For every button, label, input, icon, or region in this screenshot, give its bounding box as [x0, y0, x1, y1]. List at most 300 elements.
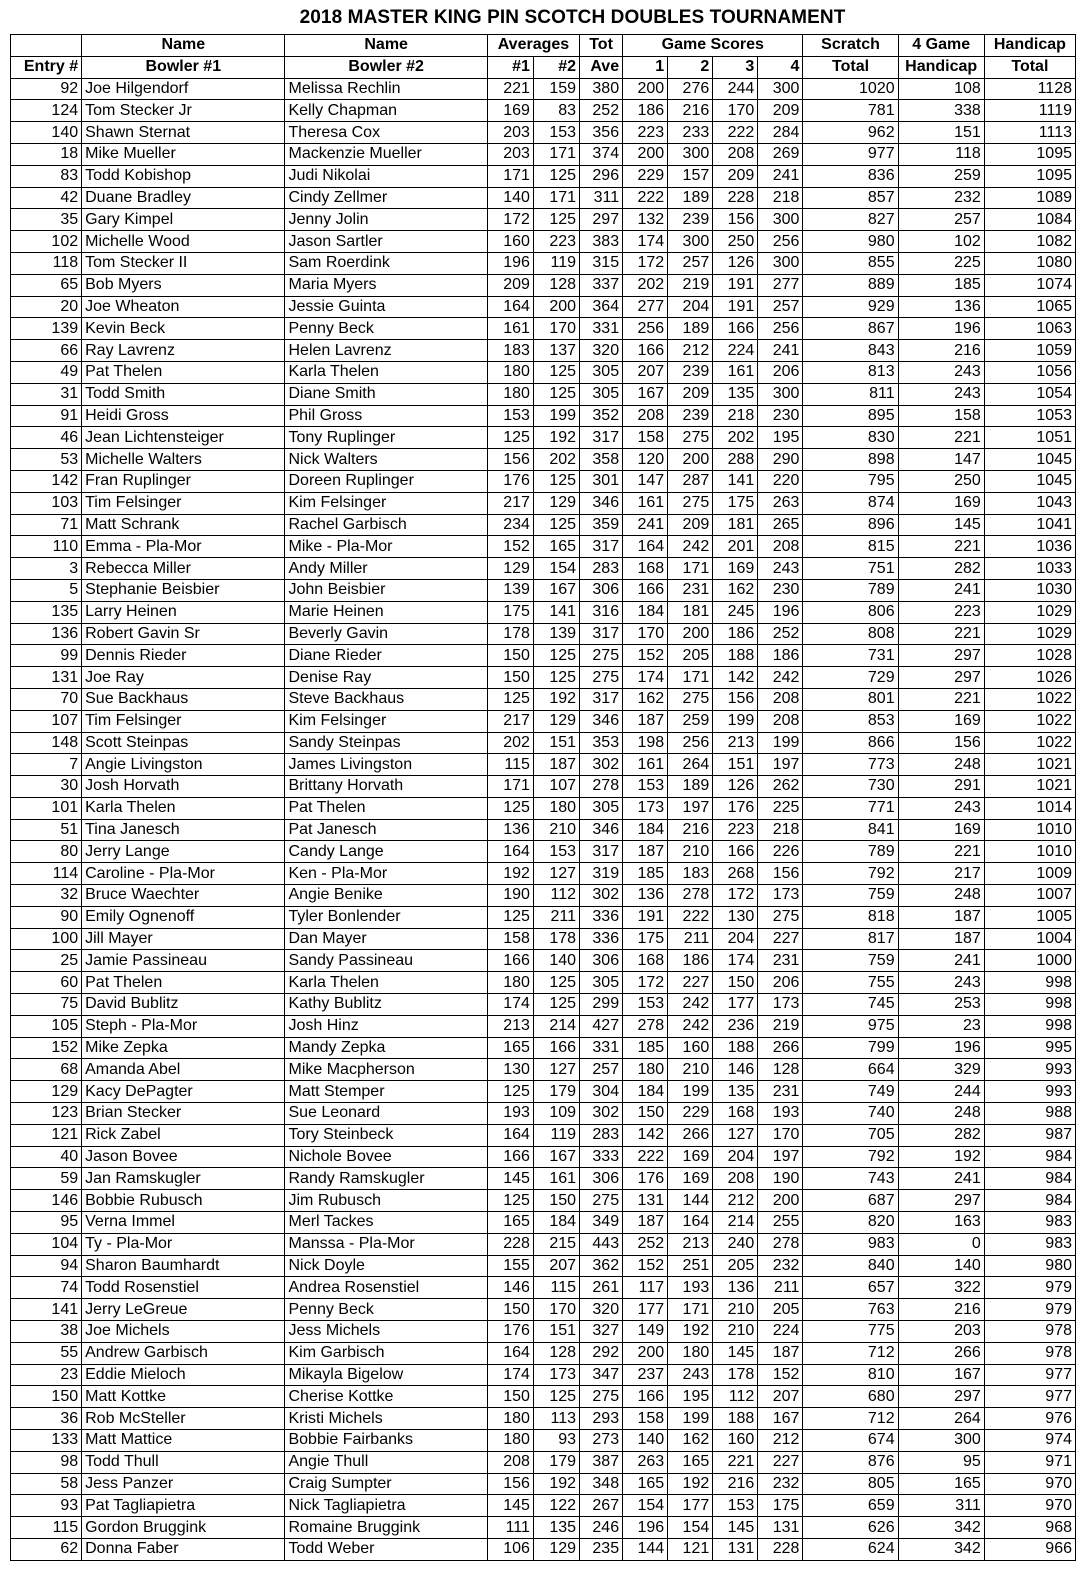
- four-game-handicap-cell: 241: [898, 579, 984, 601]
- game4-cell: 208: [758, 688, 803, 710]
- game4-cell: 199: [758, 732, 803, 754]
- tot-ave-cell: 301: [580, 470, 623, 492]
- bowler2-cell: Helen Lavrenz: [285, 340, 487, 362]
- game4-cell: 252: [758, 623, 803, 645]
- handicap-total-cell: 1005: [984, 906, 1075, 928]
- game2-cell: 154: [668, 1517, 713, 1539]
- game3-cell: 166: [713, 318, 758, 340]
- avg1-cell: 125: [487, 427, 533, 449]
- game3-cell: 209: [713, 165, 758, 187]
- game1-cell: 185: [623, 863, 668, 885]
- game4-cell: 209: [758, 100, 803, 122]
- game2-cell: 266: [668, 1124, 713, 1146]
- four-game-handicap-cell: 23: [898, 1015, 984, 1037]
- game3-cell: 202: [713, 427, 758, 449]
- scratch-total-cell: 626: [803, 1517, 898, 1539]
- game1-cell: 198: [623, 732, 668, 754]
- bowler1-cell: Ray Lavrenz: [82, 340, 285, 362]
- four-game-handicap-cell: 243: [898, 383, 984, 405]
- game2-cell: 227: [668, 972, 713, 994]
- game1-cell: 162: [623, 688, 668, 710]
- game4-cell: 256: [758, 318, 803, 340]
- handicap-total-cell: 1026: [984, 667, 1075, 689]
- game3-cell: 127: [713, 1124, 758, 1146]
- entry-cell: 23: [11, 1364, 82, 1386]
- game1-cell: 136: [623, 885, 668, 907]
- avg1-cell: 174: [487, 994, 533, 1016]
- scratch-total-cell: 806: [803, 601, 898, 623]
- scratch-total-cell: 867: [803, 318, 898, 340]
- handicap-total-cell: 974: [984, 1430, 1075, 1452]
- handicap-total-cell: 983: [984, 1233, 1075, 1255]
- avg2-cell: 135: [533, 1517, 579, 1539]
- tot-ave-cell: 297: [580, 209, 623, 231]
- scratch-total-cell: 624: [803, 1538, 898, 1560]
- table-row: [11, 732, 1076, 754]
- scratch-total-cell: 818: [803, 906, 898, 928]
- bowler1-cell: Emily Ognenoff: [82, 906, 285, 928]
- avg1-cell: 217: [487, 492, 533, 514]
- game3-cell: 208: [713, 143, 758, 165]
- avg2-cell: 165: [533, 536, 579, 558]
- scratch-total-cell: 705: [803, 1124, 898, 1146]
- avg1-cell: 166: [487, 1146, 533, 1168]
- game1-cell: 164: [623, 536, 668, 558]
- entry-cell: 70: [11, 688, 82, 710]
- entry-cell: 5: [11, 579, 82, 601]
- game1-cell: 167: [623, 383, 668, 405]
- four-game-handicap-cell: 322: [898, 1277, 984, 1299]
- bowler1-cell: Mike Mueller: [82, 143, 285, 165]
- avg2-cell: 154: [533, 558, 579, 580]
- game1-cell: 166: [623, 1386, 668, 1408]
- tot-ave-cell: 275: [580, 1386, 623, 1408]
- bowler1-cell: Verna Immel: [82, 1212, 285, 1234]
- handicap-total-cell: 1036: [984, 536, 1075, 558]
- four-game-handicap-cell: 158: [898, 405, 984, 427]
- table-row: [11, 1277, 1076, 1299]
- game2-cell: 210: [668, 841, 713, 863]
- bowler1-cell: Tom Stecker II: [82, 252, 285, 274]
- bowler1-cell: Kacy DePagter: [82, 1081, 285, 1103]
- tot-ave-cell: 346: [580, 492, 623, 514]
- avg1-cell: 213: [487, 1015, 533, 1037]
- four-game-handicap-cell: 266: [898, 1342, 984, 1364]
- game2-cell: 275: [668, 688, 713, 710]
- bowler2-cell: Penny Beck: [285, 318, 487, 340]
- entry-cell: 100: [11, 928, 82, 950]
- handicap-total-cell: 970: [984, 1473, 1075, 1495]
- bowler2-cell: Mackenzie Mueller: [285, 143, 487, 165]
- results-table: [10, 34, 1076, 1561]
- table-row: [11, 1037, 1076, 1059]
- bowler1-cell: Rob McSteller: [82, 1408, 285, 1430]
- handicap-total-cell: 1007: [984, 885, 1075, 907]
- game3-cell: 208: [713, 1168, 758, 1190]
- game4-cell: 195: [758, 427, 803, 449]
- scratch-total-cell: 712: [803, 1408, 898, 1430]
- handicap-total-cell: 1045: [984, 449, 1075, 471]
- game3-cell: 222: [713, 122, 758, 144]
- avg1-cell: 176: [487, 1321, 533, 1343]
- avg2-cell: 153: [533, 122, 579, 144]
- avg1-cell: 209: [487, 274, 533, 296]
- four-game-handicap-cell: 221: [898, 536, 984, 558]
- entry-cell: 59: [11, 1168, 82, 1190]
- game4-cell: 227: [758, 928, 803, 950]
- game2-cell: 169: [668, 1146, 713, 1168]
- four-game-handicap-cell: 264: [898, 1408, 984, 1430]
- handicap-total-cell: 1010: [984, 841, 1075, 863]
- bowler2-cell: James Livingston: [285, 754, 487, 776]
- avg2-cell: 113: [533, 1408, 579, 1430]
- entry-cell: 95: [11, 1212, 82, 1234]
- scratch-total-cell: 795: [803, 470, 898, 492]
- header-averages: Averages: [487, 35, 579, 57]
- game2-cell: 169: [668, 1168, 713, 1190]
- bowler2-cell: Theresa Cox: [285, 122, 487, 144]
- entry-cell: 20: [11, 296, 82, 318]
- game1-cell: 158: [623, 427, 668, 449]
- avg1-cell: 150: [487, 667, 533, 689]
- game1-cell: 144: [623, 1538, 668, 1560]
- entry-cell: 35: [11, 209, 82, 231]
- table-row: [11, 754, 1076, 776]
- avg2-cell: 161: [533, 1168, 579, 1190]
- bowler2-cell: Kelly Chapman: [285, 100, 487, 122]
- game3-cell: 288: [713, 449, 758, 471]
- table-row: [11, 1538, 1076, 1560]
- handicap-total-cell: 976: [984, 1408, 1075, 1430]
- game4-cell: 219: [758, 1015, 803, 1037]
- game1-cell: 237: [623, 1364, 668, 1386]
- bowler1-cell: Karla Thelen: [82, 797, 285, 819]
- bowler1-cell: Tom Stecker Jr: [82, 100, 285, 122]
- avg1-cell: 155: [487, 1255, 533, 1277]
- bowler1-cell: Steph - Pla-Mor: [82, 1015, 285, 1037]
- game1-cell: 200: [623, 78, 668, 100]
- table-row: [11, 1408, 1076, 1430]
- game1-cell: 174: [623, 231, 668, 253]
- game2-cell: 231: [668, 579, 713, 601]
- bowler1-cell: Sue Backhaus: [82, 688, 285, 710]
- table-row: [11, 776, 1076, 798]
- scratch-total-cell: 855: [803, 252, 898, 274]
- bowler2-cell: Nick Doyle: [285, 1255, 487, 1277]
- game3-cell: 112: [713, 1386, 758, 1408]
- game3-cell: 191: [713, 274, 758, 296]
- bowler1-cell: Jill Mayer: [82, 928, 285, 950]
- table-row: [11, 274, 1076, 296]
- bowler2-cell: Todd Weber: [285, 1538, 487, 1560]
- game4-cell: 173: [758, 885, 803, 907]
- bowler1-cell: Andrew Garbisch: [82, 1342, 285, 1364]
- bowler1-cell: Matt Mattice: [82, 1430, 285, 1452]
- tot-ave-cell: 347: [580, 1364, 623, 1386]
- game3-cell: 156: [713, 209, 758, 231]
- table-row: [11, 972, 1076, 994]
- entry-cell: 38: [11, 1321, 82, 1343]
- four-game-handicap-cell: 167: [898, 1364, 984, 1386]
- game4-cell: 227: [758, 1451, 803, 1473]
- avg1-cell: 150: [487, 1299, 533, 1321]
- game2-cell: 300: [668, 231, 713, 253]
- bowler2-cell: Kim Felsinger: [285, 710, 487, 732]
- table-row: [11, 122, 1076, 144]
- table-row: [11, 318, 1076, 340]
- game3-cell: 175: [713, 492, 758, 514]
- tot-ave-cell: 374: [580, 143, 623, 165]
- four-game-handicap-cell: 187: [898, 928, 984, 950]
- scratch-total-cell: 876: [803, 1451, 898, 1473]
- avg2-cell: 171: [533, 143, 579, 165]
- game2-cell: 171: [668, 558, 713, 580]
- game4-cell: 300: [758, 383, 803, 405]
- avg2-cell: 170: [533, 318, 579, 340]
- handicap-total-cell: 977: [984, 1364, 1075, 1386]
- tot-ave-cell: 317: [580, 841, 623, 863]
- tot-ave-cell: 358: [580, 449, 623, 471]
- handicap-total-cell: 1000: [984, 950, 1075, 972]
- header-scratch-total: Total: [803, 56, 898, 78]
- game2-cell: 229: [668, 1103, 713, 1125]
- avg1-cell: 164: [487, 1124, 533, 1146]
- bowler2-cell: Jason Sartler: [285, 231, 487, 253]
- scratch-total-cell: 805: [803, 1473, 898, 1495]
- avg2-cell: 150: [533, 1190, 579, 1212]
- avg2-cell: 171: [533, 187, 579, 209]
- bowler1-cell: Bruce Waechter: [82, 885, 285, 907]
- avg2-cell: 125: [533, 972, 579, 994]
- game3-cell: 135: [713, 1081, 758, 1103]
- game1-cell: 222: [623, 187, 668, 209]
- tot-ave-cell: 299: [580, 994, 623, 1016]
- scratch-total-cell: 836: [803, 165, 898, 187]
- avg2-cell: 129: [533, 492, 579, 514]
- entry-cell: 91: [11, 405, 82, 427]
- tot-ave-cell: 317: [580, 536, 623, 558]
- tot-ave-cell: 380: [580, 78, 623, 100]
- tot-ave-cell: 261: [580, 1277, 623, 1299]
- game4-cell: 230: [758, 405, 803, 427]
- handicap-total-cell: 977: [984, 1386, 1075, 1408]
- table-row: [11, 405, 1076, 427]
- header-ave: Ave: [580, 56, 623, 78]
- bowler2-cell: Jessie Guinta: [285, 296, 487, 318]
- avg2-cell: 125: [533, 361, 579, 383]
- game2-cell: 210: [668, 1059, 713, 1081]
- tot-ave-cell: 356: [580, 122, 623, 144]
- entry-cell: 102: [11, 231, 82, 253]
- scratch-total-cell: 811: [803, 383, 898, 405]
- header-name1: Name: [82, 35, 285, 57]
- four-game-handicap-cell: 221: [898, 427, 984, 449]
- bowler2-cell: Kristi Michels: [285, 1408, 487, 1430]
- entry-cell: 36: [11, 1408, 82, 1430]
- avg1-cell: 192: [487, 863, 533, 885]
- game4-cell: 265: [758, 514, 803, 536]
- bowler2-cell: Matt Stemper: [285, 1081, 487, 1103]
- handicap-total-cell: 1128: [984, 78, 1075, 100]
- entry-cell: 129: [11, 1081, 82, 1103]
- avg2-cell: 125: [533, 209, 579, 231]
- entry-cell: 133: [11, 1430, 82, 1452]
- entry-cell: 114: [11, 863, 82, 885]
- handicap-total-cell: 1089: [984, 187, 1075, 209]
- avg1-cell: 203: [487, 143, 533, 165]
- table-row: [11, 1212, 1076, 1234]
- entry-cell: 146: [11, 1190, 82, 1212]
- entry-cell: 99: [11, 645, 82, 667]
- tot-ave-cell: 320: [580, 1299, 623, 1321]
- game2-cell: 242: [668, 994, 713, 1016]
- game2-cell: 275: [668, 492, 713, 514]
- tot-ave-cell: 331: [580, 318, 623, 340]
- bowler1-cell: Rebecca Miller: [82, 558, 285, 580]
- handicap-total-cell: 1119: [984, 100, 1075, 122]
- tot-ave-cell: 305: [580, 972, 623, 994]
- game2-cell: 181: [668, 601, 713, 623]
- game3-cell: 168: [713, 1103, 758, 1125]
- tot-ave-cell: 273: [580, 1430, 623, 1452]
- header-name2: Name: [285, 35, 487, 57]
- handicap-total-cell: 966: [984, 1538, 1075, 1560]
- entry-cell: 3: [11, 558, 82, 580]
- game1-cell: 131: [623, 1190, 668, 1212]
- avg2-cell: 179: [533, 1451, 579, 1473]
- scratch-total-cell: 751: [803, 558, 898, 580]
- game4-cell: 242: [758, 667, 803, 689]
- table-row: [11, 950, 1076, 972]
- avg1-cell: 111: [487, 1517, 533, 1539]
- table-row: [11, 1190, 1076, 1212]
- scratch-total-cell: 820: [803, 1212, 898, 1234]
- scratch-total-cell: 743: [803, 1168, 898, 1190]
- game3-cell: 228: [713, 187, 758, 209]
- tot-ave-cell: 283: [580, 558, 623, 580]
- game3-cell: 188: [713, 1037, 758, 1059]
- bowler1-cell: Donna Faber: [82, 1538, 285, 1560]
- game3-cell: 250: [713, 231, 758, 253]
- handicap-total-cell: 1021: [984, 754, 1075, 776]
- handicap-total-cell: 998: [984, 1015, 1075, 1037]
- table-row: [11, 928, 1076, 950]
- bowler1-cell: Sharon Baumhardt: [82, 1255, 285, 1277]
- bowler1-cell: Larry Heinen: [82, 601, 285, 623]
- page-title: 2018 MASTER KING PIN SCOTCH DOUBLES TOURNAMENT: [299, 7, 846, 28]
- scratch-total-cell: 898: [803, 449, 898, 471]
- game4-cell: 300: [758, 78, 803, 100]
- game2-cell: 239: [668, 209, 713, 231]
- scratch-total-cell: 857: [803, 187, 898, 209]
- bowler1-cell: Mike Zepka: [82, 1037, 285, 1059]
- game1-cell: 223: [623, 122, 668, 144]
- game1-cell: 142: [623, 1124, 668, 1146]
- four-game-handicap-cell: 221: [898, 841, 984, 863]
- tot-ave-cell: 306: [580, 950, 623, 972]
- handicap-total-cell: 1022: [984, 732, 1075, 754]
- game3-cell: 188: [713, 1408, 758, 1430]
- game4-cell: 167: [758, 1408, 803, 1430]
- four-game-handicap-cell: 196: [898, 1037, 984, 1059]
- four-game-handicap-cell: 151: [898, 122, 984, 144]
- handicap-total-cell: 970: [984, 1495, 1075, 1517]
- scratch-total-cell: 874: [803, 492, 898, 514]
- entry-cell: 74: [11, 1277, 82, 1299]
- avg1-cell: 150: [487, 1386, 533, 1408]
- game3-cell: 218: [713, 405, 758, 427]
- game3-cell: 204: [713, 928, 758, 950]
- handicap-total-cell: 983: [984, 1212, 1075, 1234]
- entry-cell: 118: [11, 252, 82, 274]
- avg1-cell: 146: [487, 1277, 533, 1299]
- game2-cell: 259: [668, 710, 713, 732]
- game4-cell: 300: [758, 209, 803, 231]
- bowler1-cell: Todd Rosenstiel: [82, 1277, 285, 1299]
- avg1-cell: 161: [487, 318, 533, 340]
- bowler2-cell: Doreen Ruplinger: [285, 470, 487, 492]
- bowler2-cell: Tony Ruplinger: [285, 427, 487, 449]
- tot-ave-cell: 306: [580, 579, 623, 601]
- game3-cell: 240: [713, 1233, 758, 1255]
- handicap-total-cell: 984: [984, 1146, 1075, 1168]
- game2-cell: 209: [668, 383, 713, 405]
- avg2-cell: 151: [533, 732, 579, 754]
- game4-cell: 231: [758, 1081, 803, 1103]
- avg1-cell: 145: [487, 1495, 533, 1517]
- handicap-total-cell: 993: [984, 1081, 1075, 1103]
- four-game-handicap-cell: 338: [898, 100, 984, 122]
- bowler1-cell: Pat Thelen: [82, 972, 285, 994]
- bowler2-cell: Merl Tackes: [285, 1212, 487, 1234]
- avg2-cell: 180: [533, 797, 579, 819]
- game1-cell: 180: [623, 1059, 668, 1081]
- tot-ave-cell: 252: [580, 100, 623, 122]
- game4-cell: 208: [758, 710, 803, 732]
- avg1-cell: 139: [487, 579, 533, 601]
- four-game-handicap-cell: 169: [898, 819, 984, 841]
- table-row: [11, 1059, 1076, 1081]
- handicap-total-cell: 1041: [984, 514, 1075, 536]
- avg2-cell: 125: [533, 383, 579, 405]
- bowler2-cell: Marie Heinen: [285, 601, 487, 623]
- table-row: [11, 601, 1076, 623]
- scratch-total-cell: 789: [803, 579, 898, 601]
- avg2-cell: 128: [533, 274, 579, 296]
- tot-ave-cell: 293: [580, 1408, 623, 1430]
- game1-cell: 161: [623, 754, 668, 776]
- bowler1-cell: Jamie Passineau: [82, 950, 285, 972]
- bowler2-cell: Penny Beck: [285, 1299, 487, 1321]
- tot-ave-cell: 246: [580, 1517, 623, 1539]
- handicap-total-cell: 980: [984, 1255, 1075, 1277]
- entry-cell: 80: [11, 841, 82, 863]
- four-game-handicap-cell: 156: [898, 732, 984, 754]
- tot-ave-cell: 278: [580, 776, 623, 798]
- four-game-handicap-cell: 248: [898, 754, 984, 776]
- handicap-total-cell: 1021: [984, 776, 1075, 798]
- game3-cell: 210: [713, 1299, 758, 1321]
- entry-cell: 18: [11, 143, 82, 165]
- handicap-total-cell: 1080: [984, 252, 1075, 274]
- header-bowler2: Bowler #2: [285, 56, 487, 78]
- avg1-cell: 221: [487, 78, 533, 100]
- scratch-total-cell: 773: [803, 754, 898, 776]
- bowler2-cell: Brittany Horvath: [285, 776, 487, 798]
- bowler1-cell: Duane Bradley: [82, 187, 285, 209]
- entry-cell: 94: [11, 1255, 82, 1277]
- tot-ave-cell: 302: [580, 754, 623, 776]
